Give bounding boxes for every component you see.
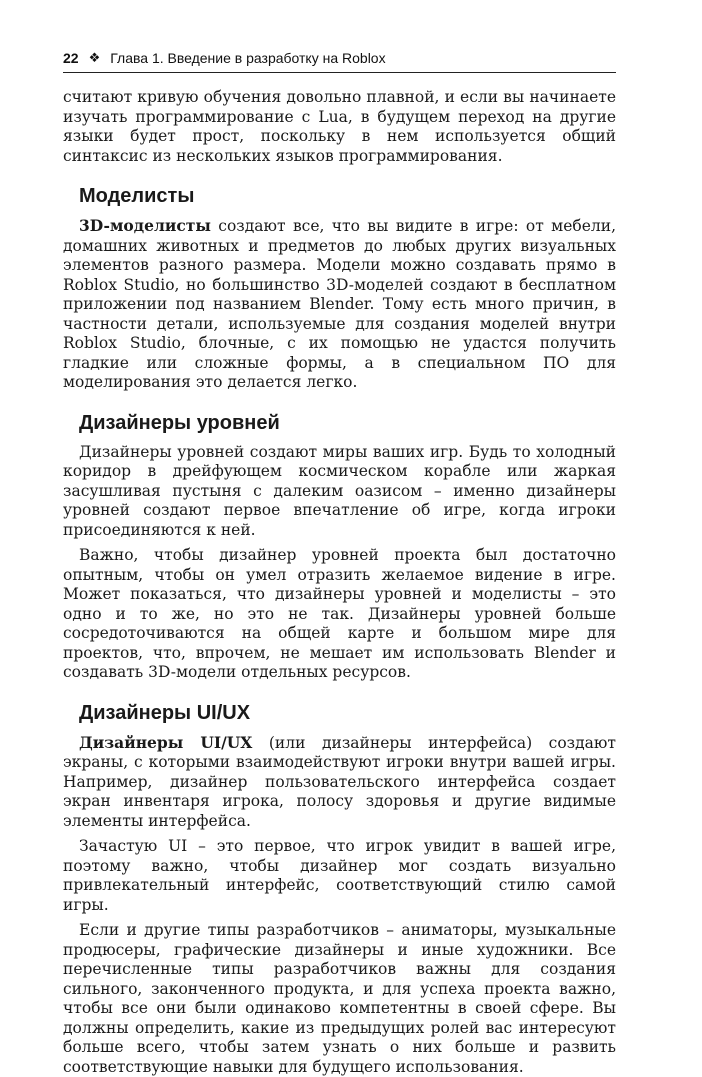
- heading-level-designers: Дизайнеры уровней: [79, 411, 280, 434]
- modelers-paragraph: 3D-моделисты создают все, что вы видите в игре: от мебели, домашних животных и предметов до любых других визуальных элементов разного размера. Модели можно создавать прямо в Roblox Studio, но большинство 3D-моделей создают в бесплатном приложении под названием Blender. Тому есть много причин, в частности детали, используемые для создания моделей внутри Roblox Studio, блочные, с их помощью не удастся получить гладкие или сложные формы, а в специальном ПО для моделирования это делается легко.: [63, 216, 616, 391]
- level-designers-paragraph-1: Дизайнеры уровней создают миры ваших игр. Будь то холодный коридор в дрейфующем космическом корабле или жаркая засушливая пустыня с далеким оазисом – именно дизайнеры уровней создают первое впечатление об игре, когда игроки присоединяются к ней.: [63, 442, 616, 539]
- uiux-paragraph-3: Если и другие типы разработчиков – аниматоры, музыкальные продюсеры, графические дизайнеры и иные художники. Все перечисленные типы разработчиков важны для создания сильного, законченного продукта, и для успеха проекта важно, чтобы все они были одинаково компетентны в своей сфере. Вы должны определить, какие из предыдущих ролей вас интересуют больше всего, чтобы затем узнать о них больше и развить соответствующие навыки для будущего использования.: [63, 921, 616, 1076]
- level-designers-paragraph-2: Важно, чтобы дизайнер уровней проекта был достаточно опытным, чтобы он умел отразить желаемое видение в игре. Может показаться, что дизайнеры уровней и моделисты – это одно и то же, но это не так. Дизайнеры уровней больше сосредоточиваются на общей карте и большом мире для проектов, что, впрочем, не мешает им использовать Blender и создавать 3D-модели отдельных ресурсов.: [63, 546, 616, 681]
- chapter-title: Глава 1. Введение в разработку на Roblox: [110, 50, 386, 66]
- ornament-icon: ❖: [88, 50, 101, 65]
- term-uiux-designers: Дизайнеры UI/UX: [79, 732, 253, 752]
- term-3d-modelers: 3D-моделисты: [79, 216, 211, 235]
- running-header: [63, 50, 616, 73]
- uiux-paragraph-1: Дизайнеры UI/UX (или дизайнеры интерфейса) создают экраны, с которыми взаимодействуют игроки внутри вашей игры. Например, дизайнер пользовательского интерфейса создает экран инвентаря игрока, полосу здоровья и другие видимые элементы интерфейса.: [63, 732, 616, 830]
- uiux-paragraph-2: Зачастую UI – это первое, что игрок увидит в вашей игре, поэтому важно, чтобы дизайнер мог создать визуально привлекательный интерфейс, соответствующий стилю самой игры.: [63, 837, 616, 914]
- heading-uiux-designers: Дизайнеры UI/UX: [79, 701, 251, 724]
- page-number: 22: [63, 50, 79, 66]
- heading-modelers: Моделисты: [79, 185, 195, 207]
- intro-paragraph: считают кривую обучения довольно плавной, и если вы начинаете изучать программирование с Lua, в будущем переход на другие языки будет прост, поскольку в нем используется общий синтаксис из нескольких языков программирования.: [63, 88, 616, 165]
- page-body: [63, 88, 616, 1077]
